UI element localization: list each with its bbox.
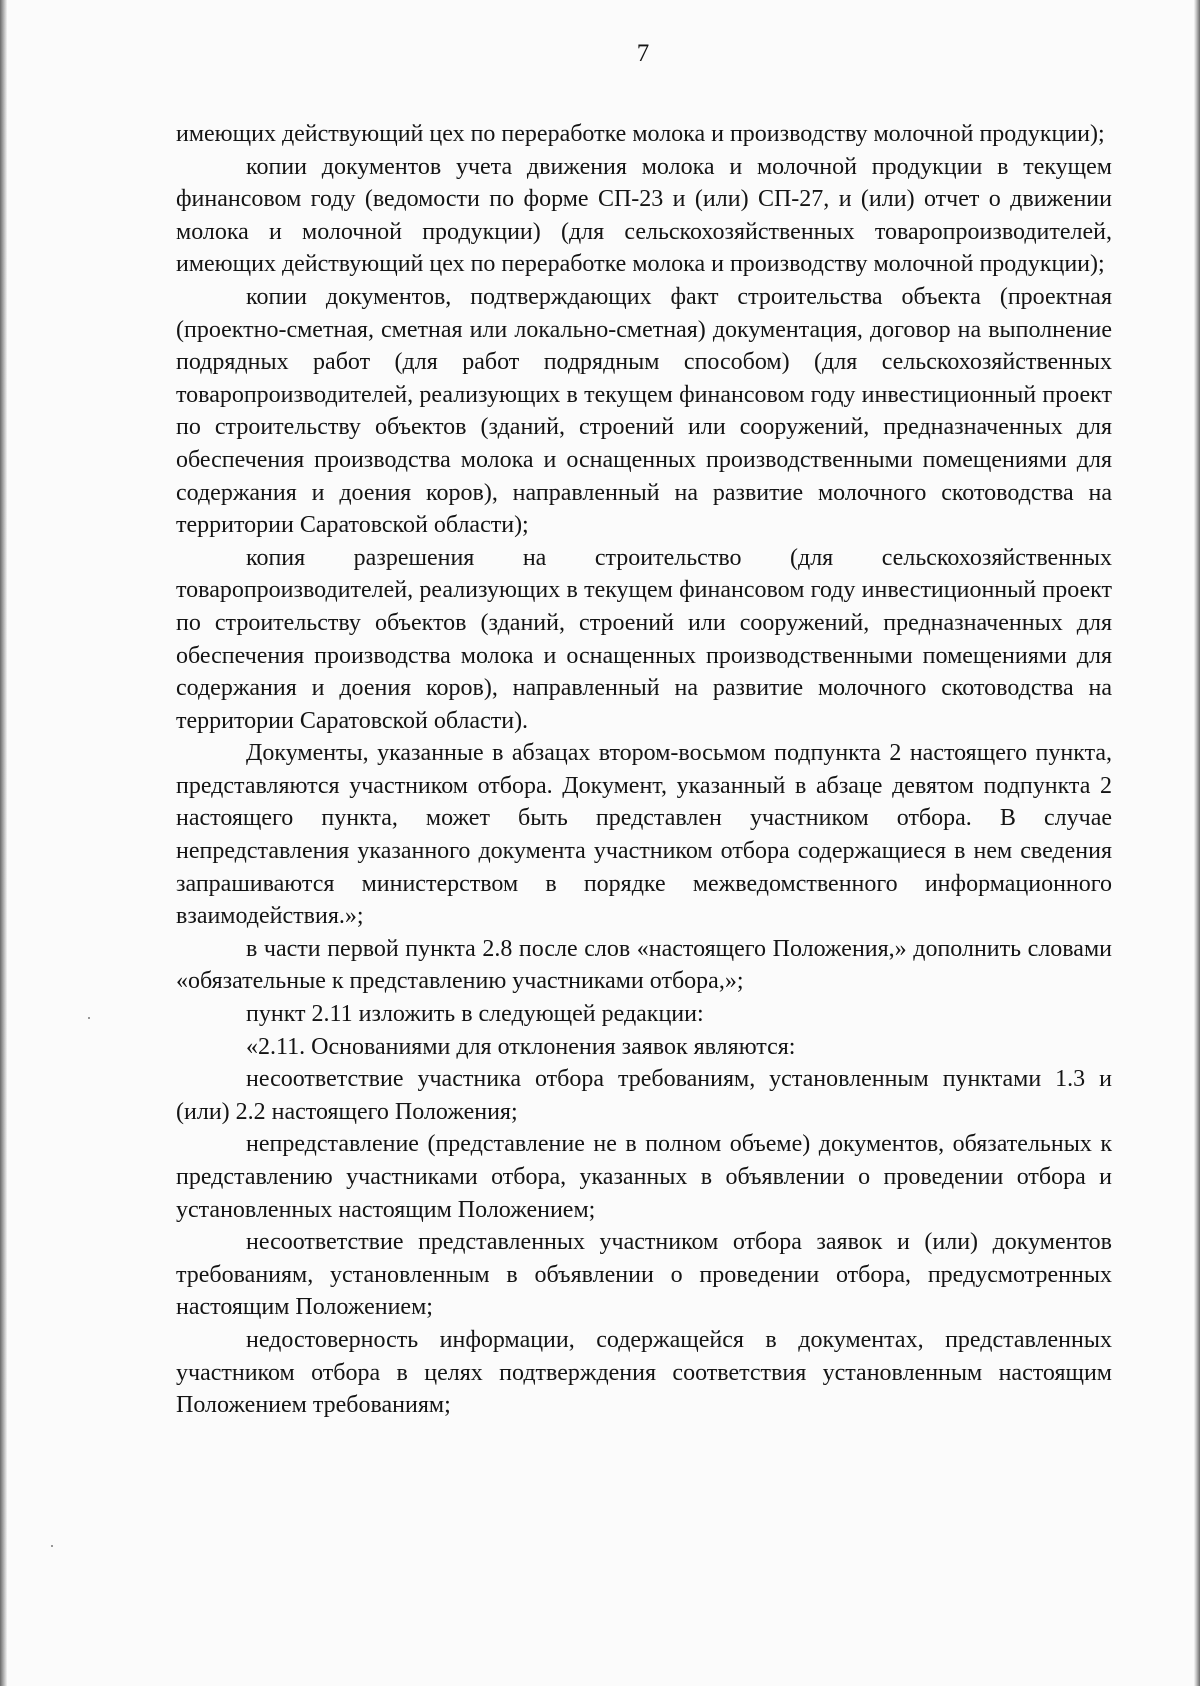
paragraph-8: «2.11. Основаниями для отклонения заявок являются: (246, 1033, 796, 1060)
paragraph-2: копии документов учета движения молока и молочной продукции в текущем финансовом году (ведомости по форме СП-23 и (или) СП-27, и (или) отчет о движении молока и молочной продукции) (для сельскохозяйственных товаропроизводителей, имеющих действующий цех по переработке молока и производству молочной продукции); (176, 153, 1112, 278)
scan-speck (88, 1017, 90, 1019)
paragraph-4: копия разрешения на строительство (для сельскохозяйственных товаропроизводителей, реализующих в текущем финансовом году инвестиционный проект по строительству объектов (зданий, строений или сооружений, предназначенных для обеспечения производства молока и оснащенных производственными помещениями для содержания и доения коров), направленный на развитие молочного скотоводства на территории Саратовской области). (176, 544, 1112, 734)
scan-edge-left (0, 0, 7, 1686)
paragraph-11: несоответствие представленных участником отбора заявок и (или) документов требованиям, установленным в объявлении о проведении отбора, предусмотренных настоящим Положением; (176, 1229, 1112, 1321)
paragraph-7: пункт 2.11 изложить в следующей редакции: (246, 1001, 704, 1028)
paragraph-10: непредставление (представление не в полном объеме) документов, обязательных к представлению участниками отбора, указанных в объявлении о проведении отбора и установленных настоящим Положением; (176, 1131, 1112, 1223)
paragraph-5: Документы, указанные в абзацах втором-восьмом подпункта 2 настоящего пункта, представляются участником отбора. Документ, указанный в абзаце девятом подпункта 2 настоящего пункта, может быть представлен участником отбора. В случае непредставления указанного документа участником отбора содержащиеся в нем сведения запрашиваются министерством в порядке межведомственного информационного взаимодействия.»; (176, 740, 1112, 930)
paragraph-9: несоответствие участника отбора требованиям, установленным пунктами 1.3 и (или) 2.2 настоящего Положения; (176, 1066, 1112, 1125)
scan-edge-right (1194, 0, 1200, 1686)
paragraph-3: копии документов, подтверждающих факт строительства объекта (проектная (проектно-сметная, сметная или локально-сметная) документация, договор на выполнение подрядных работ (для работ подрядным способом) (для сельскохозяйственных товаропроизводителей, реализующих в текущем финансовом году инвестиционный проект по строительству объектов (зданий, строений или сооружений, предназначенных для обеспечения производства молока и оснащенных производственными помещениями для содержания и доения коров), направленный на развитие молочного скотоводства на территории Саратовской области); (176, 283, 1112, 539)
paragraph-1: имеющих действующий цех по переработке молока и производству молочной продукции); (176, 121, 1105, 147)
body-text (176, 118, 1112, 1422)
paragraph-12: недостоверность информации, содержащейся в документах, представленных участником отбора в целях подтверждения соответствия установленным настоящим Положением требованиям; (176, 1326, 1112, 1419)
paragraph-6: в части первой пункта 2.8 после слов «настоящего Положения,» дополнить словами «обязательные к представлению участниками отбора,»; (176, 935, 1112, 995)
scan-speck (51, 1545, 53, 1547)
page-number: 7 (636, 40, 650, 67)
